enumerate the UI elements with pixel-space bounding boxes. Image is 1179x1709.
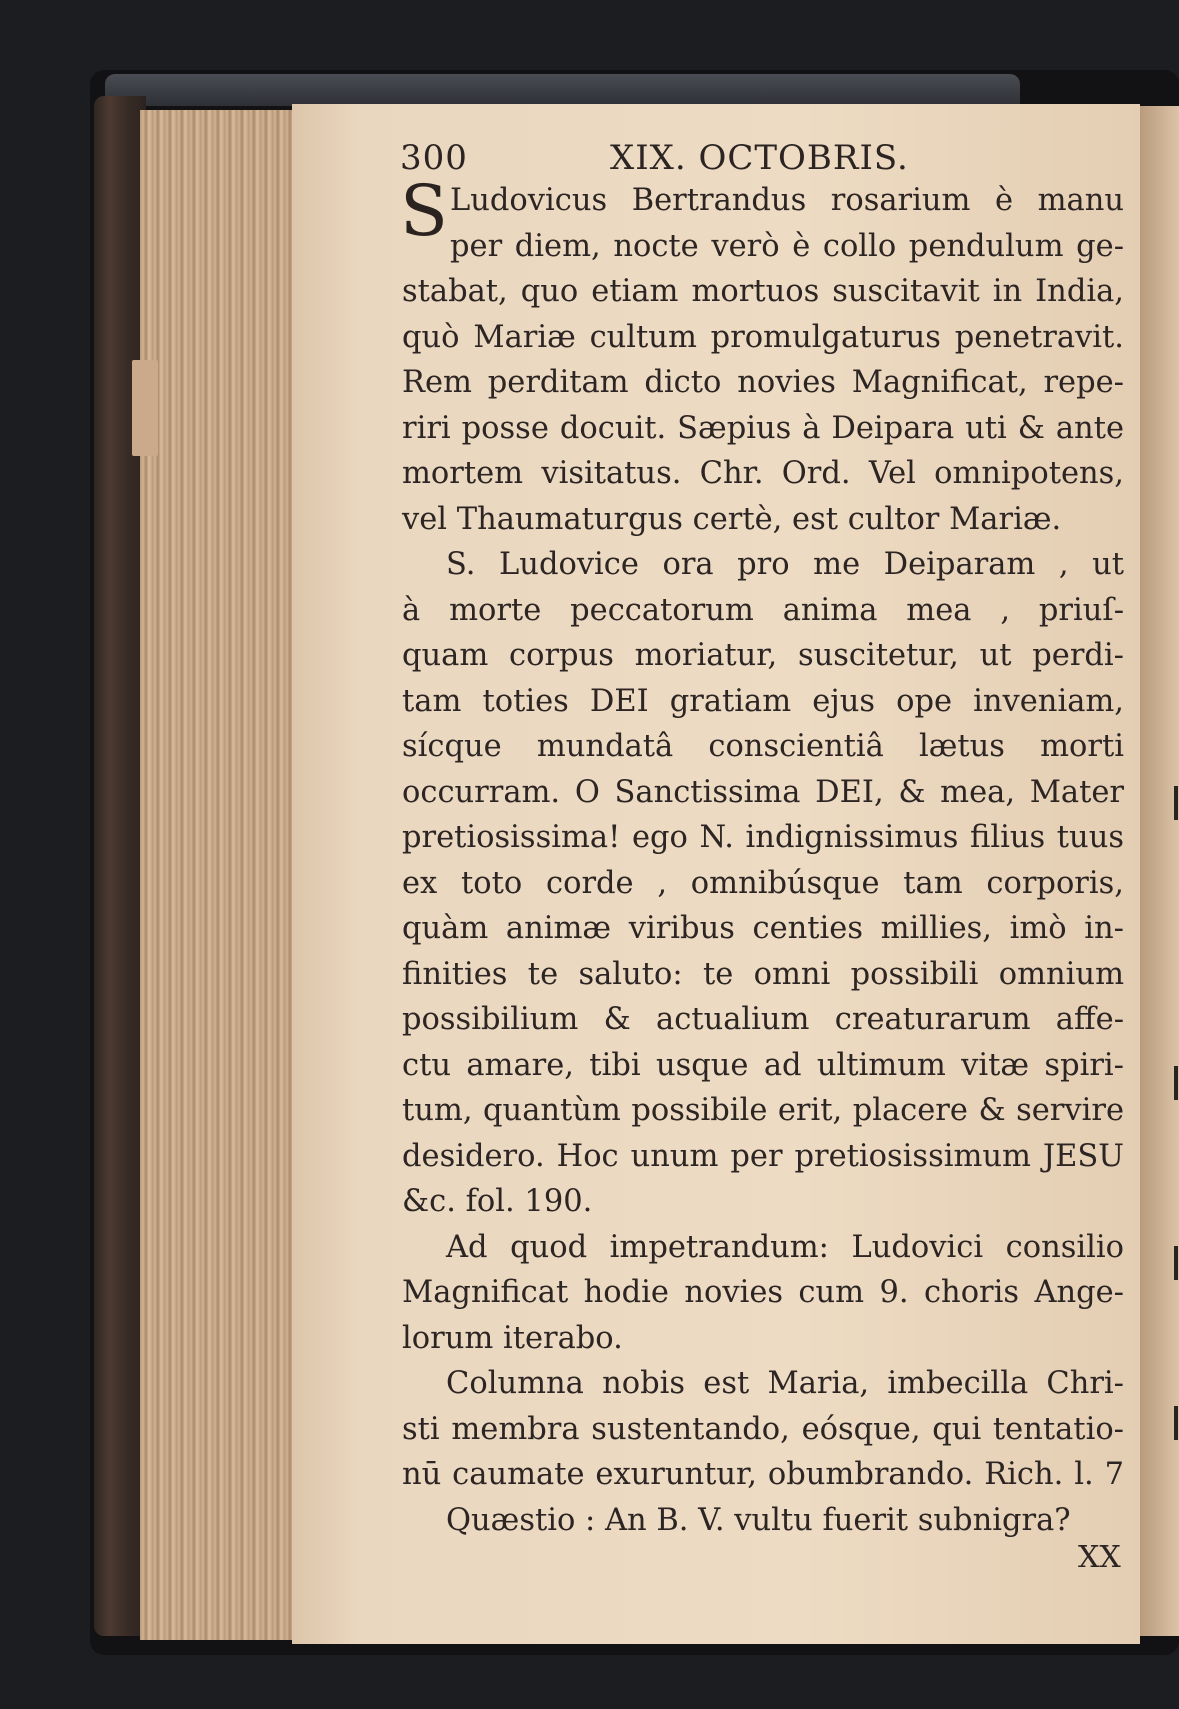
text-line: tum, quantùm possibile erit, placere & servire xyxy=(402,1093,1124,1128)
text-line: finities te saluto: te omni possibili omnium xyxy=(402,956,1124,992)
drop-cap: S xyxy=(400,170,448,252)
text-line: quam corpus moriatur, suscitetur, ut perdi- xyxy=(402,638,1124,673)
page-edges xyxy=(140,110,300,1640)
book-spine xyxy=(94,96,146,1636)
text-line: tam toties DEI gratiam ejus ope inveniam, xyxy=(402,683,1124,719)
facing-page-text-fragment xyxy=(1174,786,1178,820)
facing-page-text-fragment xyxy=(1174,1246,1178,1280)
text-line: nū caumate exuruntur, obumbrando. Rich. l. 7 xyxy=(402,1457,1124,1492)
running-title: XIX. OCTOBRIS. xyxy=(610,138,909,178)
book-cover-top xyxy=(105,74,1020,106)
text-line: desidero. Hoc unum per pretiosissimum JESU xyxy=(402,1138,1124,1174)
text-line: ex toto corde , omnibúsque tam corporis, xyxy=(402,865,1124,901)
catchword: XX xyxy=(1078,1540,1121,1575)
text-line: Quæstio : An B. V. vultu fuerit subnigra? xyxy=(446,1502,1071,1538)
text-line: à morte peccatorum anima mea , priuſ- xyxy=(402,592,1124,628)
text-line: quò Mariæ cultum promulgaturus penetravit. xyxy=(402,319,1124,355)
text-line: S. Ludovice ora pro me Deiparam , ut xyxy=(446,547,1124,582)
bookmark-tab xyxy=(132,360,158,456)
text-line: possibilium & actualium creaturarum affe- xyxy=(402,1002,1124,1037)
text-line: riri posse docuit. Sæpius à Deipara uti & ante xyxy=(402,410,1124,446)
text-line: Magnificat hodie novies cum 9. choris Ange- xyxy=(402,1275,1124,1310)
text-line: per diem, nocte verò è collo pendulum ge- xyxy=(450,228,1124,264)
text-line: mortem visitatus. Chr. Ord. Vel omnipotens, xyxy=(402,456,1124,491)
text-line: lorum iterabo. xyxy=(402,1320,623,1356)
facing-page-edge xyxy=(1140,106,1179,1636)
facing-page-text-fragment xyxy=(1174,1066,1178,1100)
text-line: Columna nobis est Maria, imbecilla Chri- xyxy=(446,1366,1124,1401)
facing-page-text-fragment xyxy=(1174,1406,1178,1440)
text-line: Ad quod impetrandum: Ludovici consilio xyxy=(446,1229,1124,1265)
text-line: stabat, quo etiam mortuos suscitavit in India, xyxy=(402,274,1124,309)
body-text xyxy=(400,170,1124,1543)
text-line: &c. fol. 190. xyxy=(402,1184,593,1219)
text-line: sti membra sustentando, eósque, qui tentatio- xyxy=(402,1411,1124,1447)
page-number: 300 xyxy=(400,138,468,178)
text-line: ctu amare, tibi usque ad ultimum vitæ spiri- xyxy=(402,1047,1124,1083)
text-line: Ludovicus Bertrandus rosarium è manu xyxy=(450,183,1124,218)
text-line: vel Thaumaturgus certè, est cultor Mariæ. xyxy=(402,501,1062,537)
text-line: quàm animæ viribus centies millies, imò in- xyxy=(402,911,1124,946)
text-line: sícque mundatâ conscientiâ lætus morti xyxy=(402,729,1124,764)
text-line: pretiosissima! ego N. indignissimus filius tuus xyxy=(402,820,1124,855)
text-line: occurram. O Sanctissima DEI, & mea, Mater xyxy=(402,774,1124,810)
text-line: Rem perditam dicto novies Magnificat, repe- xyxy=(402,365,1124,400)
